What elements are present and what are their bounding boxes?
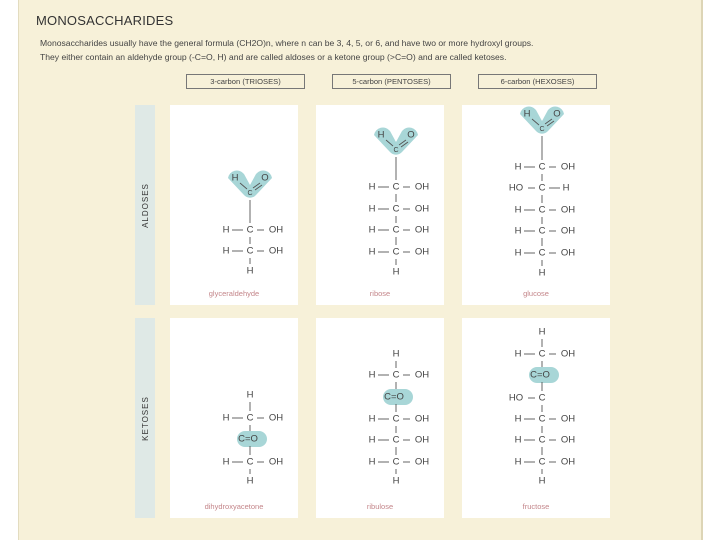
fructose-structure (462, 318, 610, 518)
column-header-trioses: 3-carbon (TRIOSES) (186, 74, 305, 89)
hydroxyl-group: OH (414, 413, 430, 425)
terminal-h-atom: H (538, 475, 546, 487)
hydrogen-atom: H (222, 412, 230, 424)
carbon-atom: C (392, 369, 400, 381)
ketone-group: C=O (384, 391, 404, 403)
hydrogen-atom: H (368, 203, 376, 215)
row-label-ketoses (135, 318, 155, 518)
carbon-atom: C (538, 392, 546, 404)
hydroxyl-group: OH (560, 348, 576, 360)
hydrogen-atom: H (368, 369, 376, 381)
hydroxyl-group: HO (508, 392, 524, 404)
carbon-atom: C (392, 434, 400, 446)
aldehyde-o-atom: O (407, 129, 415, 141)
carbon-atom: C (393, 146, 399, 154)
hydroxyl-group: OH (560, 161, 576, 173)
hydroxyl-group: OH (560, 434, 576, 446)
carbon-atom: C (538, 182, 546, 194)
hydrogen-atom: H (514, 247, 522, 259)
cell-glyceraldehyde (170, 105, 298, 305)
terminal-h-atom: H (538, 326, 546, 338)
hydroxyl-group: OH (560, 413, 576, 425)
hydrogen-atom: H (514, 225, 522, 237)
hydrogen-atom: H (368, 456, 376, 468)
carbon-atom: C (246, 245, 254, 257)
sugar-name-dihydroxyacetone: dihydroxyacetone (204, 502, 264, 511)
hydroxyl-group: OH (268, 456, 284, 468)
hydrogen-atom: H (562, 182, 570, 194)
terminal-h-atom: H (392, 348, 400, 360)
terminal-h-atom: H (246, 265, 254, 277)
cell-ribulose (316, 318, 444, 518)
hydroxyl-group: OH (414, 203, 430, 215)
carbon-atom: C (538, 434, 546, 446)
hydrogen-atom: H (368, 181, 376, 193)
aldehyde-h-atom: H (231, 172, 239, 184)
hydroxyl-group: OH (560, 204, 576, 216)
hydroxyl-group: OH (414, 224, 430, 236)
glyceraldehyde-structure (170, 105, 298, 305)
hydroxyl-group: OH (268, 224, 284, 236)
carbon-atom: C (392, 203, 400, 215)
sugar-name-fructose: fructose (522, 502, 550, 511)
intro-text-line-1: Monosaccharides usually have the general formula (CH2O)n, where n can be 3, 4, 5, or 6, and have two or more hydroxyl groups. (40, 38, 534, 48)
carbon-atom: C (538, 204, 546, 216)
sugar-name-ribose: ribose (369, 289, 391, 298)
carbon-atom: C (538, 456, 546, 468)
carbon-atom: C (246, 224, 254, 236)
ribulose-structure (316, 318, 444, 518)
hydroxyl-group: OH (560, 225, 576, 237)
row-label-ketoses-text: KETOSES (140, 395, 150, 441)
carbon-atom: C (247, 189, 253, 197)
carbon-atom: C (538, 413, 546, 425)
page-title: MONOSACCHARIDES (36, 13, 174, 28)
hydrogen-atom: H (514, 413, 522, 425)
hydrogen-atom: H (514, 348, 522, 360)
hydrogen-atom: H (514, 204, 522, 216)
terminal-h-atom: H (392, 475, 400, 487)
sugar-name-ribulose: ribulose (366, 502, 394, 511)
hydrogen-atom: H (222, 245, 230, 257)
terminal-h-atom: H (246, 475, 254, 487)
ribose-structure (316, 105, 444, 305)
hydrogen-atom: H (514, 456, 522, 468)
hydrogen-atom: H (222, 456, 230, 468)
aldehyde-h-atom: H (377, 129, 385, 141)
carbon-atom: C (246, 456, 254, 468)
carbon-atom: C (392, 246, 400, 258)
column-header-hexoses: 6-carbon (HEXOSES) (478, 74, 597, 89)
cell-dihydroxyacetone (170, 318, 298, 518)
hydroxyl-group: OH (414, 369, 430, 381)
aldehyde-o-atom: O (261, 172, 269, 184)
row-label-aldoses (135, 105, 155, 305)
row-label-aldoses-text: ALDOSES (140, 182, 150, 228)
carbon-atom: C (392, 456, 400, 468)
carbon-atom: C (392, 181, 400, 193)
dihydroxyacetone-structure (170, 318, 298, 518)
carbon-atom: C (539, 125, 545, 133)
textbook-page (18, 0, 703, 540)
sugar-name-glucose: glucose (523, 289, 549, 298)
hydroxyl-group: OH (414, 246, 430, 258)
hydroxyl-group: OH (560, 456, 576, 468)
intro-text-line-2: They either contain an aldehyde group (-C=O, H) and are called aldoses or a ketone group (>C=O) and are called ketoses. (40, 52, 507, 62)
cell-ribose (316, 105, 444, 305)
terminal-h-atom: H (246, 389, 254, 401)
column-header-pentoses: 5-carbon (PENTOSES) (332, 74, 451, 89)
hydrogen-atom: H (368, 224, 376, 236)
carbon-atom: C (538, 225, 546, 237)
aldehyde-o-atom: O (553, 108, 561, 120)
hydroxyl-group: HO (508, 182, 524, 194)
hydroxyl-group: OH (414, 434, 430, 446)
hydroxyl-group: OH (268, 245, 284, 257)
hydrogen-atom: H (514, 434, 522, 446)
hydrogen-atom: H (368, 413, 376, 425)
carbon-atom: C (538, 161, 546, 173)
cell-glucose (462, 105, 610, 305)
hydroxyl-group: OH (414, 181, 430, 193)
hydrogen-atom: H (514, 161, 522, 173)
ketone-group: C=O (238, 433, 258, 445)
hydrogen-atom: H (222, 224, 230, 236)
cell-fructose (462, 318, 610, 518)
hydroxyl-group: OH (560, 247, 576, 259)
carbon-atom: C (538, 247, 546, 259)
ketone-group: C=O (530, 369, 550, 381)
carbon-atom: C (392, 224, 400, 236)
hydroxyl-group: OH (268, 412, 284, 424)
carbon-atom: C (538, 348, 546, 360)
carbon-atom: C (246, 412, 254, 424)
hydroxyl-group: OH (414, 456, 430, 468)
terminal-h-atom: H (538, 267, 546, 279)
hydrogen-atom: H (368, 246, 376, 258)
glucose-structure (462, 105, 610, 305)
terminal-h-atom: H (392, 266, 400, 278)
hydrogen-atom: H (368, 434, 376, 446)
carbon-atom: C (392, 413, 400, 425)
sugar-name-glyceraldehyde: glyceraldehyde (208, 289, 260, 298)
aldehyde-h-atom: H (523, 108, 531, 120)
